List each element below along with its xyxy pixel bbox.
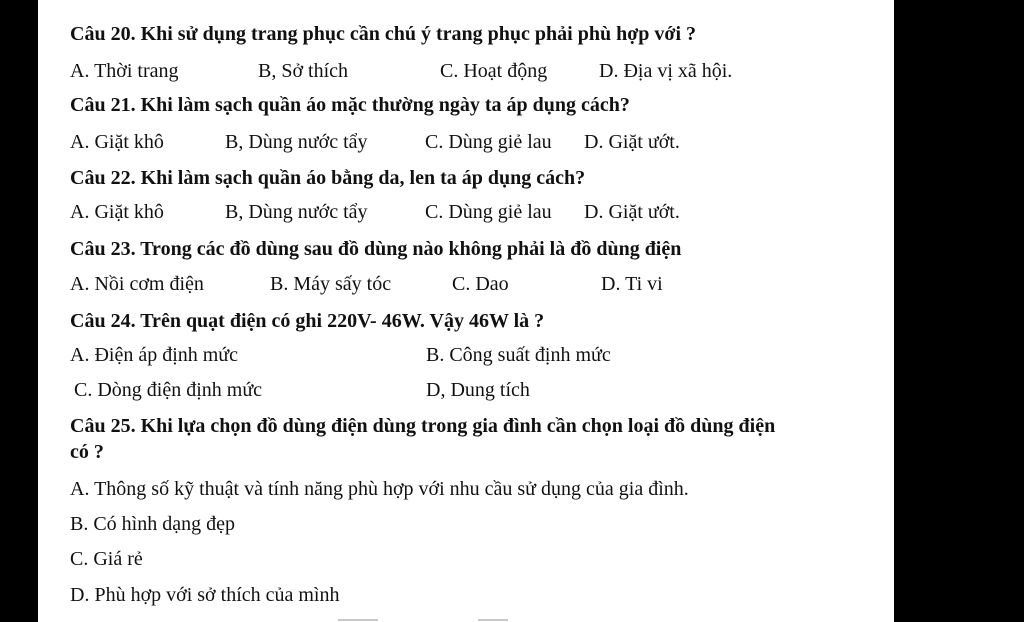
cutoff-text-mark (478, 619, 508, 621)
question-21-option-d: D. Giặt ướt. (584, 131, 680, 153)
question-20-option-a: A. Thời trang (70, 60, 179, 82)
question-20-title: Câu 20. Khi sử dụng trang phục cần chú ý trang phục phải phù hợp với ? (70, 23, 697, 45)
cutoff-text-mark (338, 619, 378, 621)
question-24-option-c: C. Dòng điện định mức (74, 379, 263, 401)
document-page (38, 0, 894, 622)
question-21-title: Câu 21. Khi làm sạch quần áo mặc thường ngày ta áp dụng cách? (70, 94, 630, 116)
question-23-title: Câu 23. Trong các đồ dùng sau đồ dùng nào không phải là đồ dùng điện (70, 238, 682, 260)
question-24-title: Câu 24. Trên quạt điện có ghi 220V- 46W. Vậy 46W là ? (70, 310, 545, 332)
question-25-option-d: D. Phù hợp với sở thích của mình (70, 584, 340, 606)
question-21-option-b: B, Dùng nước tẩy (225, 131, 368, 153)
question-22-option-a: A. Giặt khô (70, 201, 164, 223)
question-23-option-c: C. Dao (452, 273, 509, 295)
question-20-option-c: C. Hoạt động (440, 60, 548, 82)
question-20-option-b: B, Sở thích (258, 60, 349, 82)
question-23-option-d: D. Ti vi (601, 273, 663, 295)
question-25-option-c: C. Giá rẻ (70, 548, 143, 570)
question-21-option-c: C. Dùng giẻ lau (425, 131, 552, 153)
question-21-option-a: A. Giặt khô (70, 131, 164, 153)
question-24-option-d: D, Dung tích (426, 379, 530, 401)
question-23-option-a: A. Nồi cơm điện (70, 273, 204, 295)
question-24-option-a: A. Điện áp định mức (70, 344, 239, 366)
question-22-option-c: C. Dùng giẻ lau (425, 201, 552, 223)
question-23-option-b: B. Máy sấy tóc (270, 273, 392, 295)
question-25-option-b: B. Có hình dạng đẹp (70, 513, 235, 535)
question-24-option-b: B. Công suất định mức (426, 344, 611, 366)
question-22-option-b: B, Dùng nước tẩy (225, 201, 368, 223)
question-20-option-d: D. Địa vị xã hội. (599, 60, 733, 82)
question-22-option-d: D. Giặt ướt. (584, 201, 680, 223)
question-25-title-line-1: Câu 25. Khi lựa chọn đồ dùng điện dùng trong gia đình cần chọn loại đồ dùng điện (70, 415, 776, 437)
question-25-option-a: A. Thông số kỹ thuật và tính năng phù hợp với nhu cầu sử dụng của gia đình. (70, 478, 689, 500)
question-22-title: Câu 22. Khi làm sạch quần áo bằng da, len ta áp dụng cách? (70, 167, 586, 189)
question-25-title-line-2: có ? (70, 441, 104, 463)
